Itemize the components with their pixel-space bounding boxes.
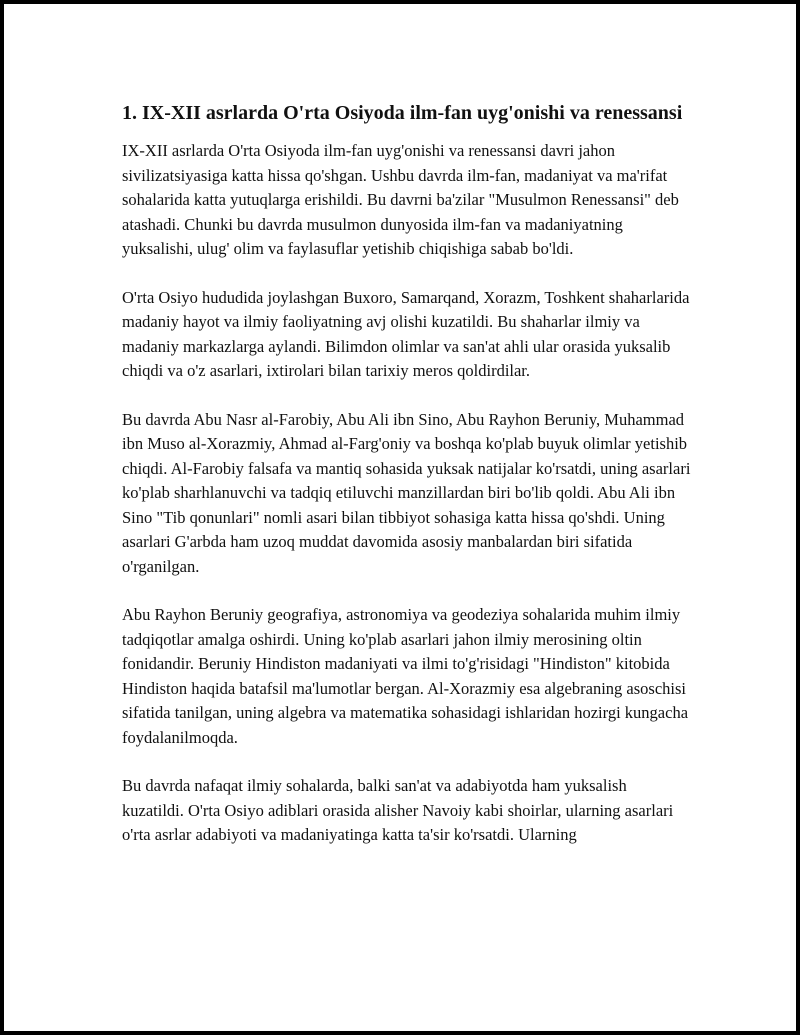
section-title: 1. IX-XII asrlarda O'rta Osiyoda ilm-fan uyg'onishi va renessansi [122,102,683,124]
paragraph-5: Bu davrda nafaqat ilmiy sohalarda, balki san'at va adabiyotda ham yuksalish kuzatildi. O'rta Osiyo adiblari orasida alisher Navoiy kabi shoirlar, ularning asarlari o'rta asrlar adabiyoti va madaniyatinga katta ta'sir ko'rsatdi. Ularning [122,776,674,844]
paragraph-2: O'rta Osiyo hududida joylashgan Buxoro, Samarqand, Xorazm, Toshkent shaharlarida madaniy hayot va ilmiy faoliyatning avj olishi kuzatildi. Bu shaharlar ilmiy va madaniy markazlarga aylandi. Bilimdon olimlar va san'at ahli ular orasida yuksalib chiqdi va o'z asarlari, ixtirolari bilan tarixiy meros qoldirdilar. [122,287,690,380]
paragraph-4: Abu Rayhon Beruniy geografiya, astronomiya va geodeziya sohalarida muhim ilmiy tadqiqotlar amalga oshirdi. Uning ko'plab asarlari jahon ilmiy merosining oltin fonidandir. Beruniy Hindiston madaniyati va ilmi to'g'risidagi "Hindiston" kitobida Hindiston haqida batafsil ma'lumotlar bergan. Al-Xorazmiy esa algebraning asoschisi sifatida tanilgan, uning algebra va matematika sohasidagi ishlaridan hozirgi kungacha foydalanilmoqda. [122,605,689,747]
paragraph-1: IX-XII asrlarda O'rta Osiyoda ilm-fan uyg'onishi va renessansi davri jahon sivilizatsiyasiga katta hissa qo'shgan. Ushbu davrda ilm-fan, madaniyat va ma'rifat sohalarida katta yutuqlarga erishildi. Bu davrni ba'zilar "Musulmon Renessansi" deb atashadi. Chunki bu davrda musulmon dunyosida ilm-fan va madaniyatning yuksalishi, ulug' olim va faylasuflar yetishib chiqishiga sabab bo'ldi. [122,141,679,258]
page-content [122,100,692,872]
paragraph-3: Bu davrda Abu Nasr al-Farobiy, Abu Ali ibn Sino, Abu Rayhon Beruniy, Muhammad ibn Muso al-Xorazmiy, Ahmad al-Farg'oniy va boshqa ko'plab buyuk olimlar yetishib chiqdi. Al-Farobiy falsafa va mantiq sohasida yuksak natijalar ko'rsatdi, uning asarlari ko'plab sharhlanuvchi va tadqiq etiluvchi manzillardan biri bo'lib qoldi. Abu Ali ibn Sino "Tib qonunlari" nomli asari bilan tibbiyot sohasiga katta hissa qo'shdi. Uning asarlari G'arbda ham uzoq muddat davomida asosiy manbalardan biri sifatida o'rganilgan. [122,409,691,576]
